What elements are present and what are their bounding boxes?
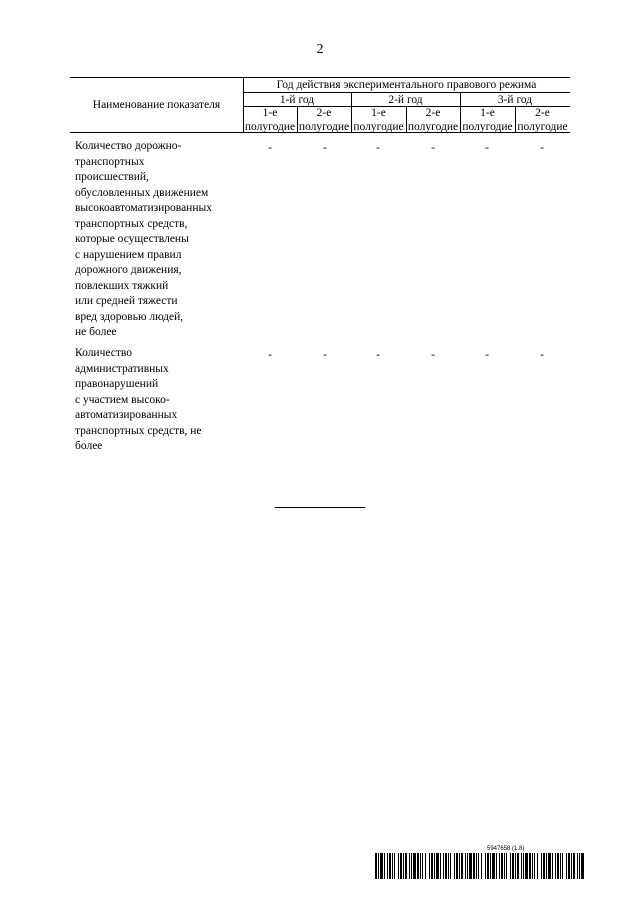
year-header-2: 2-й год [388, 94, 423, 106]
name-column-header: Наименование показателя [92, 99, 221, 111]
row-1-value-1: - [268, 142, 272, 154]
half-header-3: 1-е полугодие [353, 107, 404, 133]
half-header-1: 1-е полугодие [244, 107, 296, 133]
row-2-value-5: - [485, 349, 489, 361]
row-1-value-5: - [485, 142, 489, 154]
row-1-value-2: - [323, 142, 327, 154]
row-2-value-3: - [376, 349, 380, 361]
half-header-2: 2-е полугодие [298, 107, 350, 133]
half-header-4: 2-е полугодие [407, 107, 459, 133]
year-header-3: 3-й год [497, 94, 533, 106]
document-id: 5947658 (1.8) [487, 846, 525, 852]
page-number: 2 [316, 42, 324, 57]
table-row-2-name: Количество административных правонарушений с участием высоко- автоматизированных транспортных средств, не более [75, 347, 202, 452]
barcode [375, 853, 585, 879]
row-1-value-3: - [376, 142, 380, 154]
row-2-value-6: - [540, 349, 544, 361]
year-header-1: 1-й год [279, 94, 315, 106]
row-2-value-4: - [431, 349, 435, 361]
row-1-value-6: - [540, 142, 544, 154]
table-row-1-name: Количество дорожно- транспортных происшествий, обусловленных движением высокоавтоматизированных транспортных средств, которые осуществлены с нарушением правил дорожного движения, повлекших тяжкий или средней тяжести вред здоровью людей, не более [75, 140, 212, 338]
group-header: Год действия экспериментального правового режима [276, 79, 537, 91]
half-header-5: 1-е полугодие [462, 107, 513, 133]
half-header-6: 2-е полугодие [517, 107, 568, 133]
row-1-value-4: - [431, 142, 435, 154]
row-2-value-2: - [323, 349, 327, 361]
end-separator-line [275, 507, 365, 508]
row-2-value-1: - [268, 349, 272, 361]
